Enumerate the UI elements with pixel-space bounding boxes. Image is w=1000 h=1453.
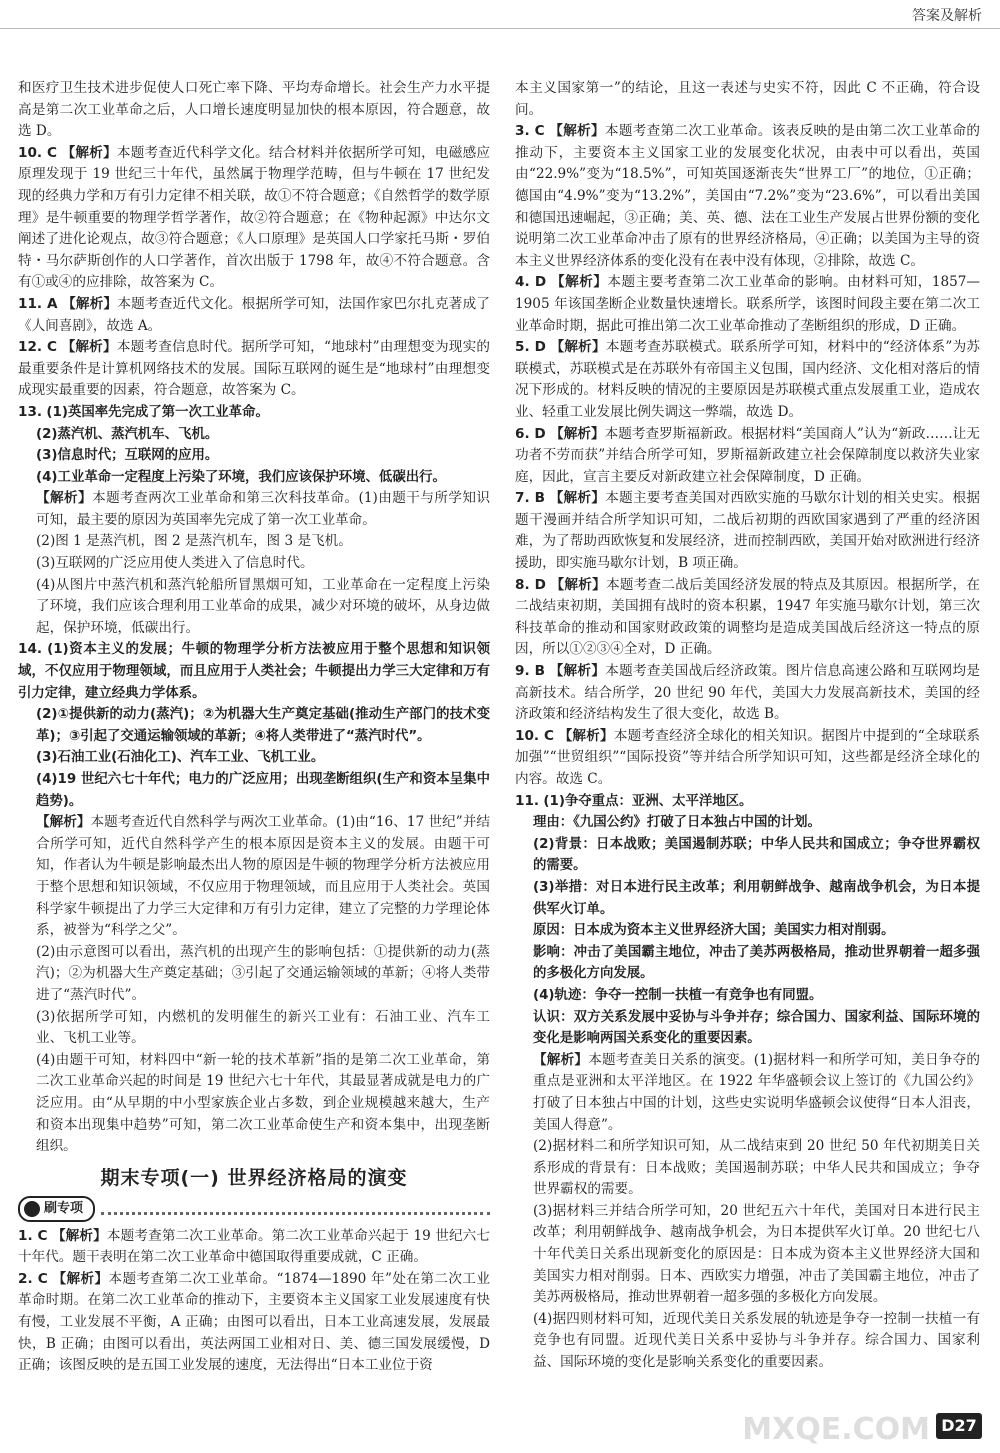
answer-paragraph <box>515 78 980 121</box>
analysis-tag: 【解析】 <box>62 295 118 312</box>
dotted-divider <box>101 1202 490 1215</box>
answer-key-text: 原因：日本成为资本主义世界经济大国；美国实力相对削弱。 <box>533 923 895 939</box>
right-column <box>515 78 980 1374</box>
answer-paragraph <box>515 121 980 272</box>
answer-text: 本题考查美日关系的演变。(1)据材料一和所学可知，美日争夺的重点是亚洲和太平洋地区。在 1922 年华盛顿会议上签订的《九国公约》打破了日本独占中国的计划，这些史实说明华盛顿会议使得“日本人泪丧，美国人得意”。 <box>533 1051 980 1133</box>
answer-text: 本题主要考查第二次工业革命的影响。由材料可知，1857—1905 年该国垄断企业数量快速增长。联系所学，该图时间段主要在第二次工业革命时期，据此可推出第二次工业革命推动了垄断组织的形成，D 正确。 <box>515 274 981 334</box>
answer-paragraph <box>515 1309 980 1374</box>
answer-text: (4)由题干可知，材料四中“新一轮的技术革新”指的是第二次工业革命，第二次工业革命兴起的时间是 19 世纪六七十年代，其最显著成就是电力的广泛应用。由“从早期的中小型家族企业占多数，到企业规模越来越大，生产和资本出现集中趋势”可知，第二次工业革命使生产和资本集中，出现垄断组织。 <box>36 1051 490 1155</box>
answer-paragraph <box>515 942 980 985</box>
answer-paragraph <box>18 575 490 640</box>
answer-key-text: (1)争夺重点：亚洲、太平洋地区。 <box>543 793 753 809</box>
answer-paragraph <box>18 143 490 294</box>
answer-text: 本题考查经济全球化的相关知识。据图片中提到的“全球联系加强”“世贸组织”“国际投资”等并结合所学知识可知，这些都是经济全球化的内容。故选 C。 <box>515 727 980 787</box>
answer-paragraph <box>18 1007 490 1050</box>
answer-paragraph <box>515 834 980 877</box>
answer-paragraph <box>18 942 490 1007</box>
answer-paragraph <box>18 747 490 769</box>
answer-text: 本题考查信息时代。据所学可知，“地球村”由理想变为现实的最重要条件是计算机网络技术的发展。国际互联网的诞生是“地球村”由理想变成现实最重要的因素，符合题意，故答案为 C。 <box>18 339 491 399</box>
answer-key-text: (2)蒸汽机、蒸汽机车、飞机。 <box>36 426 219 442</box>
answer-paragraph <box>18 402 490 424</box>
answer-text: 本题考查第二次工业革命。“1874—1890 年”处在第二次工业革命时期。在第二次工业革命的推动下，主要资本主义国家工业发展速度有快有慢，工业发展不平衡，A 正确；由图可以看出，日本工业高速发展，发展最快，B 正确；由图可以看出，英法两国工业相对日、美、德三国发展缓慢，D 正确；该图反映的是五国工业发展的速度，无法得出“日本工业位于资 <box>18 1270 490 1374</box>
header-rule <box>0 28 1000 29</box>
analysis-tag: 【解析】 <box>36 490 93 507</box>
answer-text: 本题考查第二次工业革命。该表反映的是由第二次工业革命的推动下，主要资本主义国家工业的发展变化状况，由表中可以看出，英国由“22.9%”变为“18.5%”，可知英国逐渐丧失“世界工厂”的地位，①正确；德国由“4.9%”变为“13.2%”，美国由“7.2%”变为“23.6%”，可以看出美国和德国迅速崛起，③正确；美、英、德、法在工业生产发展占世界份额的变化说明第二次工业革命冲击了原有的世界经济格局，④正确；以美国为主导的资本主义世界经济体系的变化没有在表中没有体现，②排除，故选 C。 <box>515 123 981 269</box>
answer-paragraph <box>18 424 490 446</box>
answer-number: 5. D <box>515 339 546 356</box>
answer-key-text: (3)信息时代；互联网的应用。 <box>36 448 219 464</box>
answer-paragraph <box>18 467 490 489</box>
answer-number: 14. <box>18 641 43 658</box>
analysis-tag: 【解析】 <box>550 339 606 356</box>
answer-text: (2)图 1 是蒸汽机，图 2 是蒸汽机车，图 3 是飞机。 <box>36 533 352 550</box>
answer-paragraph <box>18 488 490 531</box>
answer-text: (4)据四则材料可知，近现代美日关系发展的轨迹是争夺一控制一扶植一有竞争也有同盟。近现代美日关系中妥协与斗争并存。综合国力、国家利益、国际环境的变化是影响关系变化的重要因素。 <box>533 1310 980 1371</box>
answer-text: 和医疗卫生技术进步促使人口死亡率下降、平均寿命增长。社会生产力水平提高是第二次工业革命之后，人口增长速度明显加快的根本原因，符合题意，故选 D。 <box>18 80 490 140</box>
answer-paragraph <box>18 704 490 747</box>
section-title: 期末专项(一) 世界经济格局的演变 <box>100 1166 408 1189</box>
analysis-tag: 【解析】 <box>51 1227 107 1244</box>
answer-text: 本题主要考查美国对西欧实施的马歇尔计划的相关史实。根据题干漫画并结合所学知识可知，二战后初期的西欧国家遇到了严重的经济困难，为了帮助西欧恢复和发展经济，进而控制西欧，美国开始对欧洲进行经济援助，即实施马歇尔计划，B 项正确。 <box>515 490 981 572</box>
answer-text: (3)依据所学可知，内燃机的发明催生的新兴工业有：石油工业、汽车工业、飞机工业等。 <box>36 1008 490 1047</box>
answer-text: (3)互联网的广泛应用使人类进入了信息时代。 <box>36 555 314 572</box>
watermark: MXQE.COM <box>742 1412 930 1448</box>
answer-number: 8. D <box>515 576 546 593</box>
answer-key-text: 认识：双方关系发展中妥协与斗争并存；综合国力、国家利益、国际环境的变化是影响两国关系变化的重要因素。 <box>533 1009 980 1047</box>
analysis-tag: 【解析】 <box>549 663 606 680</box>
answer-paragraph <box>515 726 980 791</box>
answer-number: 13. <box>18 403 43 420</box>
answer-paragraph <box>18 1226 490 1269</box>
answer-paragraph <box>515 985 980 1007</box>
answer-text: 本题考查近代文化。根据所学可知，法国作家巴尔扎克著成了《人间喜剧》，故选 A。 <box>18 295 491 334</box>
answer-paragraph <box>18 812 490 942</box>
answer-number: 1. C <box>18 1227 48 1244</box>
answer-number: 11. <box>515 792 540 809</box>
answer-paragraph <box>515 1136 980 1201</box>
answer-key-text: (1)资本主义的发展；牛顿的物理学分析方法被应用于整个思想和知识领域，不仅应用于物理领域，而且应用于人类社会；牛顿提出力学三大定律和万有引力定律，建立经典力学体系。 <box>18 642 490 701</box>
left-column <box>18 78 490 1377</box>
answer-paragraph <box>18 639 490 704</box>
answer-key-text: (2)①提供新的动力(蒸汽)；②为机器大生产奠定基础(推动生产部门的技术变革)；③引起了交通运输领域的革新；④将人类带进了“蒸汽时代”。 <box>36 707 490 744</box>
right-answers <box>515 78 980 1374</box>
answer-text: (4)从图片中蒸汽机和蒸汽轮船所冒黑烟可知，工业革命在一定程度上污染了环境，我们应该合理利用工业革命的成果，减少对环境的破坏，从身边做起，保护环境，低碳出行。 <box>36 576 490 636</box>
section-badge <box>18 1196 95 1222</box>
answer-paragraph <box>18 78 490 143</box>
answer-paragraph <box>18 337 490 402</box>
answer-paragraph <box>515 812 980 834</box>
answer-text: 本题考查近代自然科学与两次工业革命。(1)由“16、17 世纪”并结合所学可知，近代自然科学产生的根本原因是资本主义的发展。由题干可知，作者认为牛顿是影响最杰出人物的原因是牛顿的物理学分析方法被应用于整个思想和知识领域，不仅应用于物理领域，而且应用于人类社会。英国科学家牛顿提出了力学三大定律和万有引力定律，建立了完整的力学理论体系，被誉为“科学之父”。 <box>36 814 490 939</box>
answer-number: 6. D <box>515 425 546 442</box>
answer-paragraph <box>18 531 490 553</box>
answer-paragraph <box>18 294 490 337</box>
analysis-tag: 【解析】 <box>52 1270 109 1287</box>
analysis-tag: 【解析】 <box>558 727 614 744</box>
answer-paragraph <box>515 661 980 726</box>
answer-key-text: (3)举措：对日本进行民主改革；利用朝鲜战争、越南战争机会，为日本提供军火订单。 <box>533 879 980 917</box>
answer-text: (3)据材料三并结合所学可知，20 世纪五六十年代，美国对日本进行民主改革；利用朝鲜战争、越南战争机会，为日本提供军火订单。20 世纪七八十年代美日关系出现新变化的原因是：日本成为资本主义世界经济大国和美国实力相对削弱。日本、西欧实力增强，冲击了美国霸主地位，冲击了美苏两极格局，推动世界朝着一超多强的多极化方向发展。 <box>533 1202 980 1306</box>
answer-paragraph <box>18 445 490 467</box>
answer-text: 本题考查美国战后经济政策。图片信息高速公路和互联网均是高新技术。结合所学，20 世纪 90 年代，美国大力发展高新技术，美国的经济政策和经济结构发生了很大变化，故选 B。 <box>515 663 981 723</box>
answer-paragraph <box>515 877 980 920</box>
answer-key-text: 影响：冲击了美国霸主地位，冲击了美苏两极格局，推动世界朝着一超多强的多极化方向发展。 <box>533 944 980 982</box>
analysis-tag: 【解析】 <box>61 339 117 356</box>
analysis-tag: 【解析】 <box>36 814 91 831</box>
answer-text: 本题考查近代科学文化。结合材料并依据所学可知，电磁感应原理发现于 19 世纪三十年代，虽然属于物理学范畴，但与牛顿在 17 世纪发现的经典力学和万有引力定律不相关联，故①不符合题意；《自然哲学的数学原理》是牛顿重要的物理学哲学著作，故②符合题意；在《物种起源》中达尔文阐述了进化论观点，故③符合题意；《人口原理》是英国人口学家托马斯・罗伯特・马尔萨斯创作的人口学著作，首次出版于 1798 年，故④不符合题意。含有①或④的应排除，故答案为 C。 <box>18 144 491 291</box>
analysis-tag: 【解析】 <box>549 123 605 140</box>
answer-text: 本题考查两次工业革命和第三次科技革命。(1)由题干与所学知识可知，最主要的原因为英国率先完成了第一次工业革命。 <box>36 490 491 528</box>
answer-text: 本题考查苏联模式。联系所学可知，材料中的“经济体系”为苏联模式，苏联模式是在苏联外有帝国主义包围，国内经济、文化相对落后的情况下形成的。材料反映的情况的主要原因是苏联模式重点发展重工业，造成农业、轻重工业发展比例失调这一弊端，故选 D。 <box>515 339 981 420</box>
answer-key-text: (2)背景：日本战败；美国遏制苏联；中华人民共和国成立；争夺世界霸权的需要。 <box>533 836 980 874</box>
analysis-tag: 【解析】 <box>550 576 606 593</box>
answer-paragraph <box>515 488 980 574</box>
answer-number: 11. A <box>18 295 58 312</box>
answer-paragraph <box>515 1050 980 1136</box>
answer-paragraph <box>515 920 980 942</box>
answer-paragraph <box>515 1007 980 1050</box>
answer-paragraph <box>515 1201 980 1309</box>
answer-paragraph <box>18 553 490 575</box>
section-badge-label: 刷专项 <box>44 1200 84 1216</box>
answer-text: 本题考查罗斯福新政。根据材料“美国商人”认为“新政……让无功者不劳而获”并结合所学可知，罗斯福新政建立社会保障制度以救济失业家庭，因此，宣言主要反对新政建立社会保障制度，D 正确。 <box>515 425 981 485</box>
answer-paragraph <box>515 337 980 423</box>
answer-text: (2)据材料二和所学知识可知，从二战结束到 20 世纪 50 年代初期美日关系形成的背景有：日本战败；美国遏制苏联；中华人民共和国成立；争夺世界霸权的需要。 <box>533 1138 980 1198</box>
brush-icon <box>24 1201 40 1217</box>
answer-key-text: 理由：《九国公约》打破了日本独占中国的计划。 <box>533 815 821 831</box>
answer-paragraph <box>18 769 490 812</box>
analysis-tag: 【解析】 <box>533 1051 589 1068</box>
analysis-tag: 【解析】 <box>551 274 608 291</box>
answer-text: 本题考查二战后美国经济发展的特点及其原因。根据所学，在二战结束初期，美国拥有战时的资本积累，1947 年实施马歇尔计划，第三次科技革命的推动和国家财政政策的调整均是造成美国战后经济这一特点的原因，所以①②③④全对，D 正确。 <box>515 576 981 658</box>
header-title: 答案及解析 <box>912 8 982 24</box>
answer-number: 10. C <box>18 144 58 161</box>
answer-text: 本主义国家第一”的结论，且这一表述与史实不符，因此 C 不正确，符合设问。 <box>515 80 980 118</box>
answer-text: (2)由示意图可以看出，蒸汽机的出现产生的影响包括：①提供新的动力(蒸汽)；②为机器大生产奠定基础；③引起了交通运输领域的革新；④将人类带进了“蒸汽时代”。 <box>36 943 490 1003</box>
left-answers <box>18 78 490 1158</box>
answer-key-text: (4)工业革命一定程度上污染了环境，我们应该保护环境、低碳出行。 <box>36 469 446 485</box>
answer-paragraph <box>18 1269 490 1377</box>
answer-key-text: (4)轨迹：争夺一控制一扶植一有竞争也有同盟。 <box>533 987 823 1003</box>
answer-key-text: (4)19 世纪六七十年代；电力的广泛应用；出现垄断组织(生产和资本呈集中趋势)。 <box>36 772 490 809</box>
section-badge-row <box>18 1196 490 1222</box>
answer-number: 4. D <box>515 274 547 291</box>
answer-paragraph <box>515 575 980 661</box>
answer-text: 本题考查第二次工业革命。第二次工业革命兴起于 19 世纪六七十年代。题干表明在第二次工业革命中德国取得重要成就，C 正确。 <box>18 1227 490 1266</box>
answer-paragraph <box>515 424 980 489</box>
answer-key-text: (1)英国率先完成了第一次工业革命。 <box>46 404 269 420</box>
answer-number: 7. B <box>515 490 546 507</box>
analysis-tag: 【解析】 <box>549 490 606 507</box>
left-section-answers <box>18 1226 490 1377</box>
analysis-tag: 【解析】 <box>61 144 117 161</box>
answer-number: 2. C <box>18 1270 48 1287</box>
answer-number: 9. B <box>515 663 546 680</box>
analysis-tag: 【解析】 <box>550 425 605 442</box>
answer-number: 10. C <box>515 727 555 744</box>
answer-number: 12. C <box>18 339 58 356</box>
answer-paragraph <box>515 272 980 337</box>
answer-paragraph <box>18 1050 490 1158</box>
answer-key-text: (3)石油工业(石油化工)、汽车工业、飞机工业。 <box>36 750 325 766</box>
answer-paragraph <box>515 791 980 813</box>
page-number: D27 <box>936 1413 982 1439</box>
answer-number: 3. C <box>515 123 545 140</box>
